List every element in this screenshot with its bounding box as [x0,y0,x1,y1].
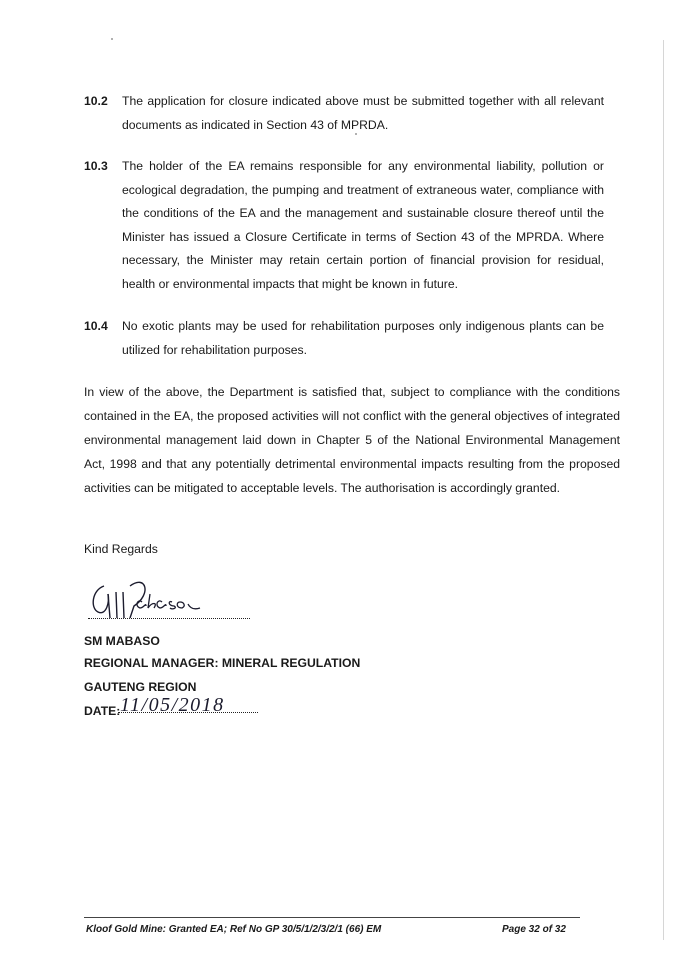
date-value: 11/05/2018 [120,694,225,716]
footer-reference: Kloof Gold Mine: Granted EA; Ref No GP 30/5/1/2/3/2/1 (66) EM [86,924,382,935]
scan-speck [111,38,113,40]
signature-text: Mabaso [88,621,92,622]
clause-number: 10.3 [84,159,108,173]
clause-10-4 [84,315,604,362]
conclusion-paragraph: In view of the above, the Department is satisfied that, subject to compliance with the conditions contained in the EA, the proposed activities will not conflict with the general objectives of integrated environmental management laid down in Chapter 5 of the National Environmental Management Act, 1998 and that any potentially detrimental environmental impacts resulting from the proposed activities can be mitigated to acceptable levels. The authorisation is accordingly granted. [84,385,620,495]
clause-number: 10.4 [84,319,108,333]
date-label: DATE: [84,704,121,718]
signatory-name: SM MABASO [84,634,160,648]
clause-10-3 [84,155,604,296]
page-edge-line [663,40,664,940]
signature-line [88,618,250,619]
footer-page-number: Page 32 of 32 [502,924,566,935]
closing-salutation: Kind Regards [84,542,158,556]
clause-text: The application for closure indicated above must be submitted together with all relevant documents as indicated in Section 43 of MPRDA. [122,94,604,132]
clause-10-2 [84,90,604,137]
signatory-title: REGIONAL MANAGER: MINERAL REGULATION [84,656,361,670]
signatory-region: GAUTENG REGION [84,680,197,694]
footer-rule [84,917,580,918]
clause-text: No exotic plants may be used for rehabilitation purposes only indigenous plants can be utilized for rehabilitation purposes. [122,319,604,357]
clause-text: The holder of the EA remains responsible for any environmental liability, pollution or ecological degradation, the pumping and treatment of extraneous water, compliance with the conditions of the EA and the management and sustainable closure thereof until the Minister has issued a Closure Certificate in terms of Section 43 of the MPRDA. Where necessary, the Minister may retain certain portion of financial provision for residual, health or environmental impacts that might be known in future. [122,159,604,291]
handwritten-date [118,690,258,716]
handwritten-signature [86,572,226,622]
clause-number: 10.2 [84,94,108,108]
